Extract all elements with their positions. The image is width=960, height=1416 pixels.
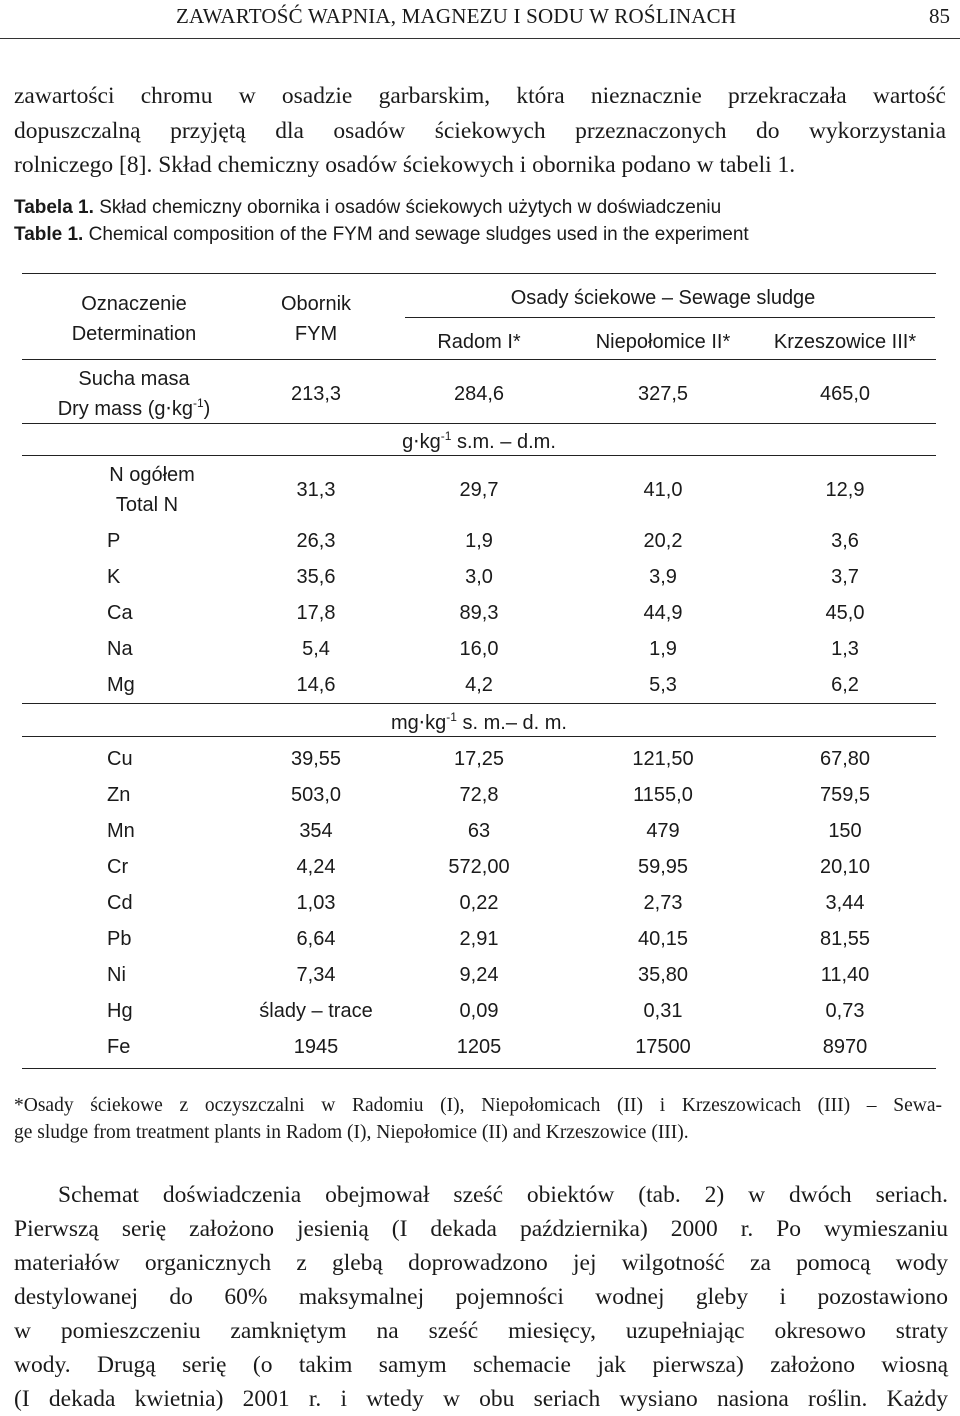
text-line: dopuszczalną przyjętą dla osadów ściekowych przeznaczonych do wykorzystania <box>14 117 946 144</box>
table-caption-en <box>14 224 749 246</box>
table-cell: 35,6 <box>296 566 336 588</box>
table-cell: 1945 <box>293 1036 339 1058</box>
table-cell: 41,0 <box>643 479 683 501</box>
text-line: zawartości chromu w osadzie garbarskim, która nieznacznie przekraczała wartość <box>14 83 946 109</box>
table-cell: 4,2 <box>465 674 493 696</box>
table-cell: 72,8 <box>459 784 499 806</box>
table-cell: 1,9 <box>649 638 677 660</box>
table-cell: 3,9 <box>649 566 677 588</box>
table-cell: 5,3 <box>649 674 677 696</box>
table-cell: 759,5 <box>819 784 871 806</box>
text-line: wody. Drugą serię (o takim samym schemacie jak pierwsza) założono wiosną <box>14 1352 948 1378</box>
text-line: Schemat doświadczenia obejmował sześć obiektów (tab. 2) w dwóch seriach. <box>58 1182 948 1208</box>
row-label: Cu <box>107 748 133 770</box>
table-cell: 1205 <box>456 1036 502 1058</box>
table-cell: 150 <box>828 820 862 842</box>
table-bottom-rule <box>22 1068 936 1069</box>
caption-label: Table 1. <box>14 224 84 245</box>
row-label-n-total-pl: N ogółem <box>109 464 195 486</box>
table-cell: 4,24 <box>296 856 336 878</box>
table-cell: 8970 <box>822 1036 868 1058</box>
row-label: P <box>107 530 121 552</box>
table-cell: 40,15 <box>637 928 689 950</box>
table-cell: 213,3 <box>290 383 342 405</box>
row-label: Zn <box>107 784 131 806</box>
table-cell: 0,73 <box>825 1000 865 1022</box>
table-cell: 89,3 <box>459 602 499 624</box>
row-label: Hg <box>107 1000 133 1022</box>
table-cell: 1,03 <box>296 892 336 914</box>
text-line: *Osady ściekowe z oczyszczalni w Radomiu (I), Niepołomicach (II) i Krzeszowicach (III) – Sewa- <box>14 1095 942 1116</box>
table-footnote <box>14 1092 942 1146</box>
row-label: Ni <box>107 964 126 986</box>
body-paragraph <box>14 1178 948 1416</box>
row-label: Na <box>107 638 133 660</box>
caption-text: Chemical composition of the FYM and sewage sludges used in the experiment <box>88 224 749 245</box>
text-line: Pierwszą serię założono jesienią (I dekada października) 2000 r. Po wymieszaniu <box>14 1216 948 1242</box>
table-cell: 9,24 <box>459 964 499 986</box>
table-cell: 0,22 <box>459 892 499 914</box>
table-cell: 16,0 <box>459 638 499 660</box>
table-cell: 20,2 <box>643 530 683 552</box>
header-krzeszowice: Krzeszowice III* <box>773 331 917 353</box>
running-head <box>0 0 960 39</box>
unit-label-g-per-kg: $g\cdot kg^{-1}$ s.m. – d.m. <box>402 429 556 453</box>
header-sewage-sludge: Osady ściekowe – Sewage sludge <box>510 287 816 309</box>
table-cell: 44,9 <box>643 602 683 624</box>
table-cell: 14,6 <box>296 674 336 696</box>
table-cell: 45,0 <box>825 602 865 624</box>
running-head-title: ZAWARTOŚĆ WAPNIA, MAGNEZU I SODU W ROŚLINACH <box>176 4 737 28</box>
table-cell: 354 <box>299 820 333 842</box>
table-cell: 17,25 <box>453 748 505 770</box>
row-label: Mg <box>107 674 135 696</box>
table-cell: 39,55 <box>290 748 342 770</box>
table-cell: 17500 <box>635 1036 691 1058</box>
table-cell: 12,9 <box>825 479 865 501</box>
table-cell: 6,64 <box>296 928 336 950</box>
row-label-n-total-en: Total N <box>115 494 179 516</box>
header-bottom-rule <box>22 359 936 360</box>
table-cell: 59,95 <box>637 856 689 878</box>
page-number: 85 <box>929 4 950 28</box>
table-cell: 327,5 <box>637 383 689 405</box>
header-niepolomice: Niepołomice II* <box>595 331 731 353</box>
row-label: Cd <box>107 892 133 914</box>
table-cell: 284,6 <box>453 383 505 405</box>
header-determination-pl: Oznaczenie <box>81 293 187 315</box>
text-line: (I dekada kwietnia) 2001 r. i wtedy w obu seriach wysiano nasiona roślin. Każdy <box>14 1386 948 1412</box>
table-cell: ślady – trace <box>259 1000 373 1022</box>
table-cell: 35,80 <box>637 964 689 986</box>
text-line: w pomieszczeniu zamkniętym na sześć miesięcy, uzupełniając okresowo straty <box>14 1318 948 1344</box>
table-cell: 503,0 <box>290 784 342 806</box>
table-cell: 11,40 <box>820 964 870 986</box>
table-cell: 1,3 <box>831 638 859 660</box>
table-top-rule <box>22 273 936 274</box>
table-cell: 0,31 <box>643 1000 683 1022</box>
table-cell: 0,09 <box>459 1000 499 1022</box>
header-fym-en: FYM <box>294 323 338 345</box>
table-cell: 465,0 <box>819 383 871 405</box>
caption-label: Tabela 1. <box>14 197 94 218</box>
header-radom: Radom I* <box>437 331 521 353</box>
row-label: Mn <box>107 820 135 842</box>
row-label: K <box>107 566 121 588</box>
row-label: Fe <box>107 1036 131 1058</box>
table-cell: 67,80 <box>819 748 871 770</box>
table-cell: 3,44 <box>825 892 865 914</box>
text-line: materiałów organicznych z glebą doprowadzono jej wilgotność za pomocą wody <box>14 1250 948 1276</box>
header-determination-en: Determination <box>71 323 197 345</box>
table-cell: 1,9 <box>465 530 493 552</box>
table-cell: 1155,0 <box>633 784 693 806</box>
row-label-dry-mass-pl: Sucha masa <box>78 368 190 390</box>
table-cell: 3,0 <box>465 566 493 588</box>
table-cell: 81,55 <box>819 928 871 950</box>
table-cell: 5,4 <box>302 638 330 660</box>
table-cell: 3,7 <box>831 566 859 588</box>
table-cell: 121,50 <box>632 748 694 770</box>
table-cell: 479 <box>646 820 680 842</box>
table-cell: 2,73 <box>643 892 683 914</box>
table-cell: 29,7 <box>459 479 499 501</box>
unit2-rule-top <box>22 703 936 704</box>
table-cell: 26,3 <box>296 530 336 552</box>
row-label-dry-mass-en: Dry mass $(g\cdot kg^{-1})$ <box>57 396 211 420</box>
header-fym-pl: Obornik <box>280 293 352 315</box>
unit-rule-top <box>22 423 936 424</box>
row-label: Cr <box>107 856 129 878</box>
text-line: rolniczego [8]. Skład chemiczny osadów ściekowych i obornika podano w tabeli 1. <box>14 152 796 178</box>
caption-text: Skład chemiczny obornika i osadów ściekowych użytych w doświadczeniu <box>99 197 722 218</box>
table-cell: 31,3 <box>296 479 336 501</box>
table-cell: 2,91 <box>459 928 499 950</box>
row-label: Ca <box>107 602 133 624</box>
table-caption-pl <box>14 197 721 219</box>
table-cell: 17,8 <box>296 602 336 624</box>
table-cell: 7,34 <box>296 964 336 986</box>
table-cell: 3,6 <box>831 530 859 552</box>
row-label: Pb <box>107 928 132 950</box>
text-line: ge sludge from treatment plants in Radom (I), Niepołomice (II) and Krzeszowice (III). <box>14 1122 689 1143</box>
table-cell: 572,00 <box>448 856 510 878</box>
text-line: destylowanej do 60% maksymalnej pojemności wodnej gleby i pozostawiono <box>14 1284 948 1310</box>
table-cell: 20,10 <box>819 856 871 878</box>
unit-label-mg-per-kg: $mg\cdot kg^{-1}$ s. m.– d. m. <box>391 710 567 734</box>
table-cell: 6,2 <box>831 674 859 696</box>
sludge-group-rule <box>405 317 935 318</box>
table-cell: 63 <box>467 820 491 842</box>
intro-paragraph <box>14 79 946 183</box>
